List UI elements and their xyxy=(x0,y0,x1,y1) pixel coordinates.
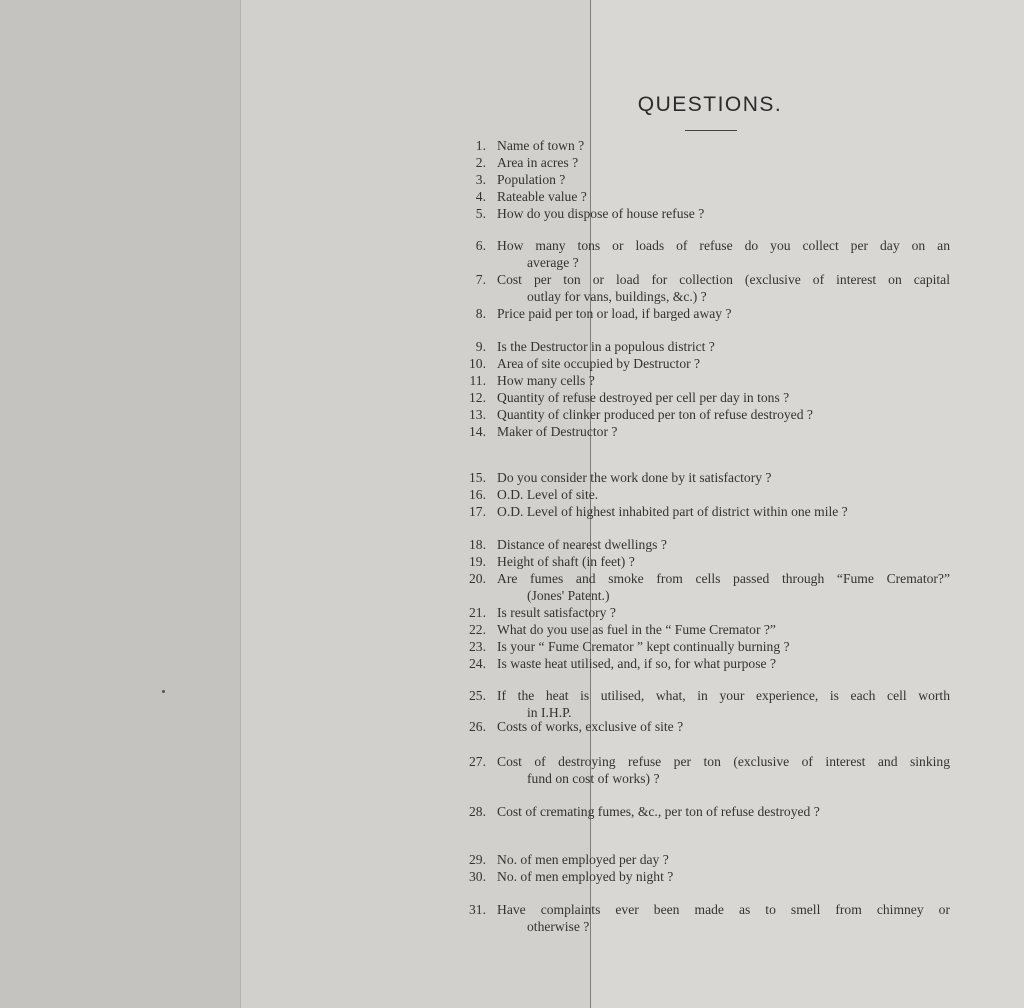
question-number: 26. xyxy=(469,719,486,734)
question-text: Quantity of refuse destroyed per cell per day in tons ? xyxy=(497,390,790,405)
question-text: No. of men employed by night ? xyxy=(497,869,674,884)
question-number: 24. xyxy=(469,656,486,671)
question-text: Population ? xyxy=(497,172,566,187)
question-text-continuation: fund on cost of works) ? xyxy=(527,771,660,786)
question-number: 17. xyxy=(469,504,486,519)
question-number: 16. xyxy=(469,487,486,502)
question-number: 27. xyxy=(469,754,486,769)
question-text: No. of men employed per day ? xyxy=(497,852,669,867)
question-number: 11. xyxy=(469,373,486,388)
left-fold-line xyxy=(240,0,241,1008)
question-text: Cost of cremating fumes, &c., per ton of refuse destroyed ? xyxy=(497,804,820,819)
question-text-continuation: otherwise ? xyxy=(527,919,590,934)
question-number: 15. xyxy=(469,470,486,485)
question-text: If the heat is utilised, what, in your experience, is each cell worth xyxy=(497,688,950,703)
question-text: Is the Destructor in a populous district ? xyxy=(497,339,715,354)
question-number: 22. xyxy=(469,622,486,637)
question-number: 8. xyxy=(475,306,486,321)
question-text: O.D. Level of highest inhabited part of district within one mile ? xyxy=(497,504,848,519)
question-text: Quantity of clinker produced per ton of refuse destroyed ? xyxy=(497,407,813,422)
question-number: 1. xyxy=(475,138,486,153)
question-text: Is result satisfactory ? xyxy=(497,605,616,620)
question-text-continuation: average ? xyxy=(527,255,579,270)
question-number: 30. xyxy=(469,869,486,884)
question-text: What do you use as fuel in the “ Fume Cremator ?” xyxy=(497,622,776,637)
question-text: Rateable value ? xyxy=(497,189,587,204)
question-text: How do you dispose of house refuse ? xyxy=(497,206,705,221)
question-text: Have complaints ever been made as to smell from chimney or xyxy=(497,902,950,917)
question-text: Maker of Destructor ? xyxy=(497,424,618,439)
question-text: How many tons or loads of refuse do you collect per day on an xyxy=(497,238,950,253)
question-text: Area in acres ? xyxy=(497,155,579,170)
question-number: 6. xyxy=(475,238,486,253)
question-text: Do you consider the work done by it satisfactory ? xyxy=(497,470,772,485)
page-title: QUESTIONS. xyxy=(637,93,783,116)
question-number: 14. xyxy=(469,424,486,439)
question-text: Is your “ Fume Cremator ” kept continually burning ? xyxy=(497,639,790,654)
ink-speck xyxy=(162,690,165,693)
question-text: Cost per ton or load for collection (exclusive of interest on capital xyxy=(497,272,950,287)
question-text: Costs of works, exclusive of site ? xyxy=(497,719,684,734)
question-number: 25. xyxy=(469,688,486,703)
question-text: O.D. Level of site. xyxy=(497,487,599,502)
question-text: Area of site occupied by Destructor ? xyxy=(497,356,701,371)
question-text: Is waste heat utilised, and, if so, for what purpose ? xyxy=(497,656,776,671)
question-number: 4. xyxy=(475,189,486,204)
question-text-continuation: (Jones' Patent.) xyxy=(527,588,610,603)
title-underline xyxy=(685,130,737,131)
question-number: 5. xyxy=(475,206,486,221)
question-number: 12. xyxy=(469,390,486,405)
question-number: 20. xyxy=(469,571,486,586)
question-number: 3. xyxy=(475,172,486,187)
question-text-continuation: in I.H.P. xyxy=(527,705,572,720)
question-number: 18. xyxy=(469,537,486,552)
question-number: 23. xyxy=(469,639,486,654)
question-text: Name of town ? xyxy=(497,138,585,153)
question-text: Cost of destroying refuse per ton (exclusive of interest and sinking xyxy=(497,754,950,769)
question-number: 31. xyxy=(469,902,486,917)
question-text-continuation: outlay for vans, buildings, &c.) ? xyxy=(527,289,707,304)
question-text: Price paid per ton or load, if barged away ? xyxy=(497,306,732,321)
question-number: 13. xyxy=(469,407,486,422)
question-number: 21. xyxy=(469,605,486,620)
left-page-panel xyxy=(0,0,240,1008)
question-number: 2. xyxy=(475,155,486,170)
question-number: 28. xyxy=(469,804,486,819)
question-text: Height of shaft (in feet) ? xyxy=(497,554,635,569)
question-number: 7. xyxy=(475,272,486,287)
question-number: 29. xyxy=(469,852,486,867)
question-text: Are fumes and smoke from cells passed through “Fume Cremator?” xyxy=(497,571,950,586)
question-text: Distance of nearest dwellings ? xyxy=(497,537,667,552)
question-number: 19. xyxy=(469,554,486,569)
question-number: 9. xyxy=(475,339,486,354)
question-number: 10. xyxy=(469,356,486,371)
question-text: How many cells ? xyxy=(497,373,595,388)
